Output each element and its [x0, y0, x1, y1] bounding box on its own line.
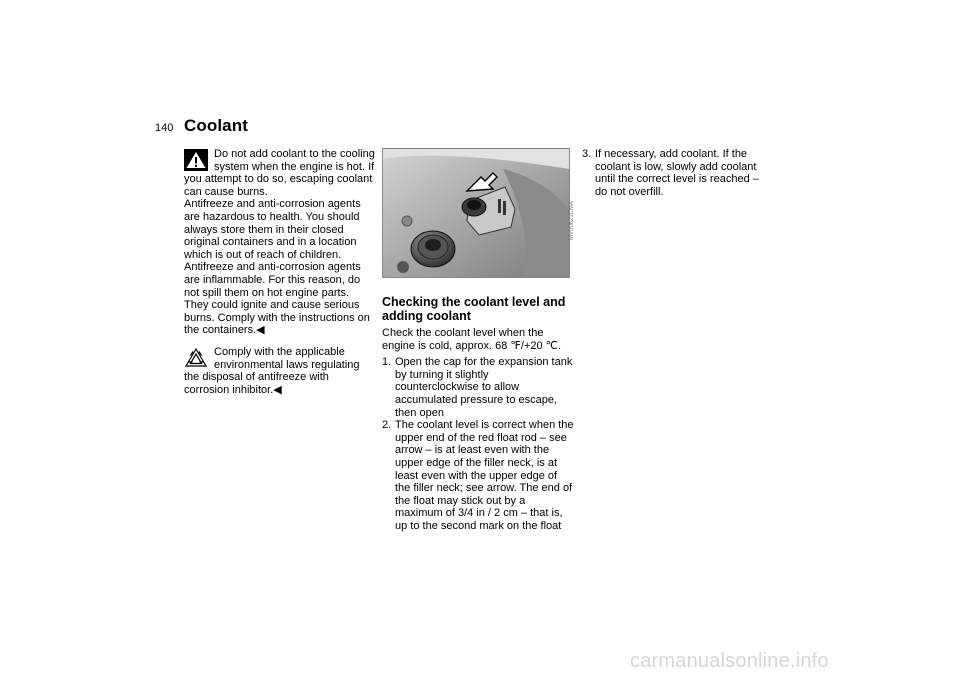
steps-list-continued	[582, 148, 774, 198]
steps-list	[382, 356, 574, 532]
step-2	[382, 419, 574, 532]
step-text: If necessary, add coolant. If the coolant is low, slowly add coolant until the correct level is reached – do not overfill.	[595, 148, 759, 198]
environment-text: Comply with the applicable environmental laws regulating the disposal of antifreeze with corrosion inhibitor.◀	[184, 345, 360, 396]
step-3	[582, 148, 774, 198]
step-number: 3.	[582, 148, 592, 160]
left-column	[184, 148, 376, 396]
recycling-icon	[184, 347, 208, 369]
photo-code: MV00621CMA	[569, 200, 575, 240]
page-title: Coolant	[184, 116, 248, 135]
environment-note	[184, 346, 376, 396]
step-number: 1.	[382, 356, 392, 369]
step-1	[382, 356, 574, 419]
watermark: carmanualsonline.info	[630, 650, 829, 672]
step-text: Open the cap for the expansion tank by turning it slightly counterclockwise to allow accumulated pressure to escape, then open	[395, 356, 573, 419]
page-number: 140	[155, 122, 174, 134]
right-column	[582, 148, 774, 198]
warning-text-1: Do not add coolant to the cooling system when the engine is hot. If you attempt to do so, escaping coolant can cause burns.	[184, 148, 375, 198]
warning-note	[184, 148, 376, 337]
engine-photo	[382, 148, 570, 278]
step-text: The coolant level is correct when the upper end of the red float rod – see arrow – is at least even with the upper edge of the filler neck, is at least even with the upper edge of the filler neck; see arrow. The end of the float may stick out by a maximum of 3/4 in / 2 cm – that is, up to the second mark on the float	[395, 419, 574, 532]
section-heading: Checking the coolant level and adding coolant	[382, 295, 566, 323]
engine-illustration	[383, 149, 569, 277]
step-number: 2.	[382, 419, 392, 432]
warning-text-2: Antifreeze and anti-corrosion agents are hazardous to health. You should always store them in their closed original containers and in a location which is out of reach of children. Antifreeze and anti-corrosion agents are inflammable. For this reason, do not spill them on hot engine parts. They could ignite and cause serious burns. Comply with the instructions on the containers.◀	[184, 198, 370, 337]
intro-text: Check the coolant level when the engine is cold, approx. 68 ℉/+20 ℃.	[382, 327, 562, 352]
warning-triangle-icon	[184, 149, 208, 171]
middle-column	[382, 148, 574, 533]
